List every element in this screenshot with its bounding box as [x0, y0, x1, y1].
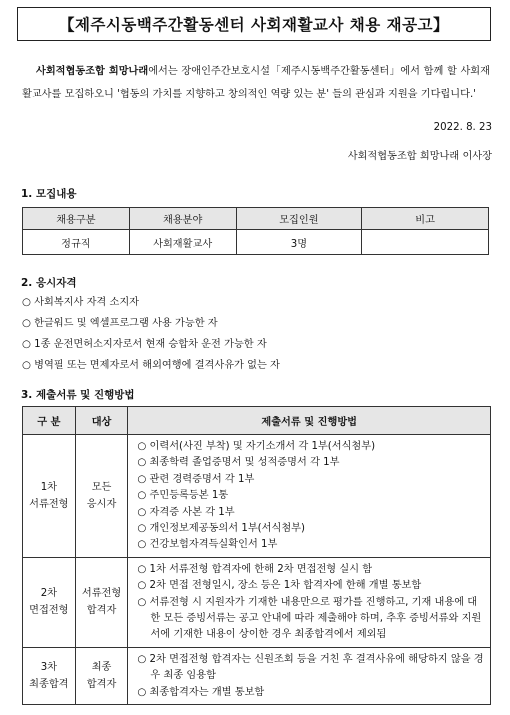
list-item: ○ 1종 운전면허소지자로서 현재 승합차 운전 가능한 자: [22, 339, 267, 350]
detail-item: ○ 최종학력 졸업증명서 및 성적증명서 각 1부: [137, 457, 340, 469]
list-item: ○ 사회복지사 자격 소지자: [22, 297, 140, 308]
intro-text: 에서는 장애인주간보호시설「제주시동백주간활동센터」에서 함께 할 사회재활교사를 모집하오니 '협동의 가치를 지향하고 창의적인 역량 있는 분' 들의 관심과 지원을 기다립니다.': [22, 66, 490, 100]
detail-item: ○ 1차 서류전형 합격자에 한해 2차 면접전형 실시 함: [137, 563, 373, 575]
section3-heading: 3. 제출서류 및 진행방법: [21, 389, 135, 401]
detail-item: ○ 개인정보제공동의서 1부(서식첨부): [137, 523, 305, 535]
header-cell: 구 분: [23, 407, 76, 435]
details-cell: [128, 435, 491, 558]
stage-number: 3차: [40, 661, 58, 673]
target-line: 응시자: [86, 498, 117, 510]
stage-cell: [23, 435, 76, 558]
header-cell: 모집인원: [236, 208, 362, 230]
target-cell: [75, 647, 128, 704]
table-row: [23, 557, 491, 647]
list-item: ○ 한글워드 및 엑셀프로그램 사용 가능한 자: [22, 318, 218, 329]
stage-cell: [23, 647, 76, 704]
table-row: [23, 435, 491, 558]
stage-number: 1차: [40, 481, 58, 493]
process-table-header: [23, 407, 491, 435]
header-cell: 대상: [75, 407, 128, 435]
intro-paragraph: [22, 60, 490, 106]
detail-item: ○ 2차 면접전형 합격자는 신원조회 등을 거친 후 결격사유에 해당하지 않을 경우 최종 임용함: [137, 653, 484, 682]
stage-name: 서류전형: [29, 498, 69, 510]
stage-name: 면접전형: [29, 605, 69, 617]
headcount-cell: 3명: [236, 230, 362, 255]
header-cell: 채용분야: [129, 208, 236, 230]
intro-organization: 사회적협동조합 희망나래: [36, 66, 149, 77]
process-table: [22, 406, 491, 705]
details-cell: [128, 647, 491, 704]
detail-item: ○ 주민등록등본 1통: [137, 490, 229, 502]
notice-signer: 사회적협동조합 희망나래 이사장: [347, 151, 492, 162]
stage-cell: [23, 557, 76, 647]
detail-item: ○ 자격증 사본 각 1부: [137, 506, 235, 518]
target-line: 모든: [91, 481, 112, 493]
target-line: 합격자: [86, 605, 117, 617]
stage-number: 2차: [40, 588, 58, 600]
detail-item: ○ 건강보험자격득실확인서 1부: [137, 539, 278, 551]
header-cell: 비고: [362, 208, 489, 230]
recruitment-table: [22, 207, 489, 255]
target-line: 서류전형: [81, 588, 122, 600]
qualifications-list: [22, 292, 280, 376]
list-item: ○ 병역필 또는 면제자로서 해외여행에 결격사유가 없는 자: [22, 360, 280, 371]
recruitment-table-header: [23, 208, 489, 230]
detail-item: ○ 최종합격자는 개별 통보함: [137, 686, 265, 698]
target-line: 합격자: [86, 678, 117, 690]
job-field-cell: 사회재활교사: [129, 230, 236, 255]
table-row: [23, 647, 491, 704]
target-line: 최종: [91, 661, 112, 673]
table-row: [23, 230, 489, 255]
header-cell: 채용구분: [23, 208, 130, 230]
remarks-cell: [362, 230, 489, 255]
notice-date: 2022. 8. 23: [433, 122, 492, 133]
detail-item: ○ 이력서(사진 부착) 및 자기소개서 각 1부(서식첨부): [137, 441, 376, 452]
notice-title: 【제주시동백주간활동센터 사회재활교사 채용 재공고】: [17, 7, 491, 41]
detail-item: ○ 서류전형 시 지원자가 기재한 내용만으로 평가를 진행하고, 기재 내용에 대한 모든 증빙서류는 공고 안내에 따라 제출해야 하며, 추후 증빙서류와 지원서에 기재한 내용이 상이한 경우 최종합격에서 제외됨: [137, 596, 482, 641]
header-cell: 제출서류 및 진행방법: [128, 407, 491, 435]
stage-name: 최종합격: [29, 678, 69, 690]
details-cell: [128, 557, 491, 647]
target-cell: [75, 435, 128, 558]
section2-heading: 2. 응시자격: [21, 277, 77, 289]
detail-item: ○ 2차 면접 전형일시, 장소 등은 1차 합격자에 한해 개별 통보함: [137, 580, 422, 592]
target-cell: [75, 557, 128, 647]
employment-type-cell: 정규직: [23, 230, 130, 255]
detail-item: ○ 관련 경력증명서 각 1부: [137, 473, 255, 485]
section1-heading: 1. 모집내용: [21, 188, 77, 200]
